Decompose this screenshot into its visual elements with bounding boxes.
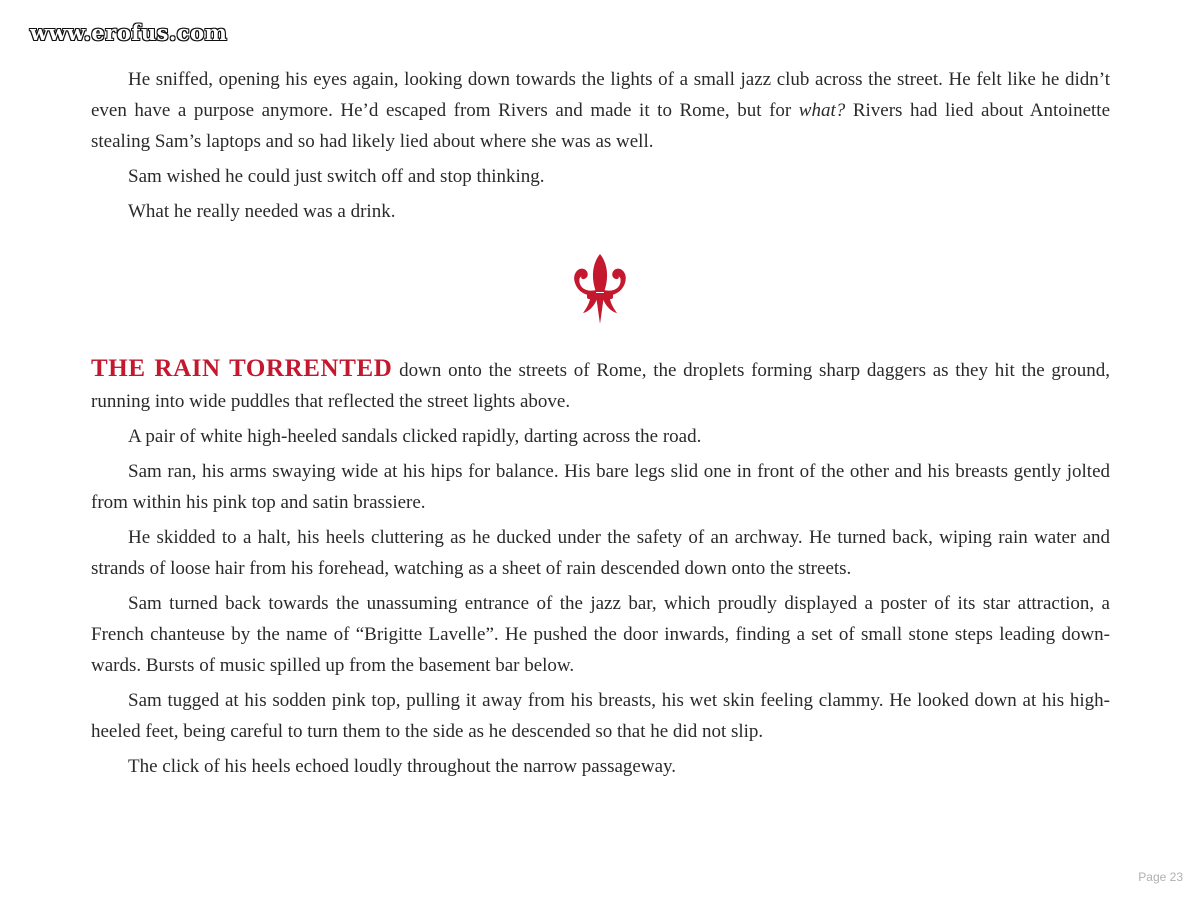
paragraph: Sam turned back towards the unassuming entrance of the jazz bar, which proudly displayed a poster of its star attraction, a French chanteuse by the name of “Brigitte Lavelle”. He pushed the door inwards, finding a set of small stone steps leading downwards. Bursts of music spilled up from the basement bar below. — [91, 593, 1110, 676]
emphasis-text: what? — [798, 100, 846, 121]
paragraph: He sniffed, opening his eyes again, looking down towards the lights of a small jazz club across the street. He felt like he didn’t even have a purpose anymore. He’d escaped from Rivers and made it to Rome, but for what? Rivers had lied about Antoinette stealing Sam’s laptops and so had likely lied about where she was as well. — [91, 69, 1110, 152]
paragraph: THE RAIN TORRENTED down onto the streets of Rome, the droplets forming sharp daggers as they hit the ground, running into wide puddles that reflected the street lights above. — [91, 355, 1110, 412]
chapter-lead-text: THE RAIN TORRENTED — [91, 355, 393, 382]
paragraph: Sam tugged at his sodden pink top, pulling it away from his breasts, his wet skin feeling clammy. He looked down at his high-heeled feet, being careful to turn them to the side as he descended so that he did not slip. — [91, 690, 1110, 742]
text-block-bottom — [91, 353, 1110, 786]
page-number: Page 23 — [1138, 870, 1183, 884]
fleur-de-lis-icon — [570, 252, 630, 326]
paragraph: Sam wished he could just switch off and stop thinking. — [128, 166, 545, 187]
paragraph: Sam ran, his arms swaying wide at his hips for balance. His bare legs slid one in front of the other and his breasts gently jolted from within his pink top and satin brassiere. — [91, 461, 1110, 513]
paragraph: A pair of white high-heeled sandals clicked rapidly, darting across the road. — [128, 426, 702, 447]
site-watermark: www.erofus.com — [30, 20, 228, 45]
paragraph: What he really needed was a drink. — [128, 201, 396, 222]
paragraph: He skidded to a halt, his heels cluttering as he ducked under the safety of an archway. He turned back, wiping rain water and strands of loose hair from his forehead, watching as a sheet of rain descended down onto the streets. — [91, 527, 1110, 579]
paragraph: The click of his heels echoed loudly throughout the narrow passageway. — [128, 756, 677, 777]
text-block-top — [91, 64, 1110, 231]
